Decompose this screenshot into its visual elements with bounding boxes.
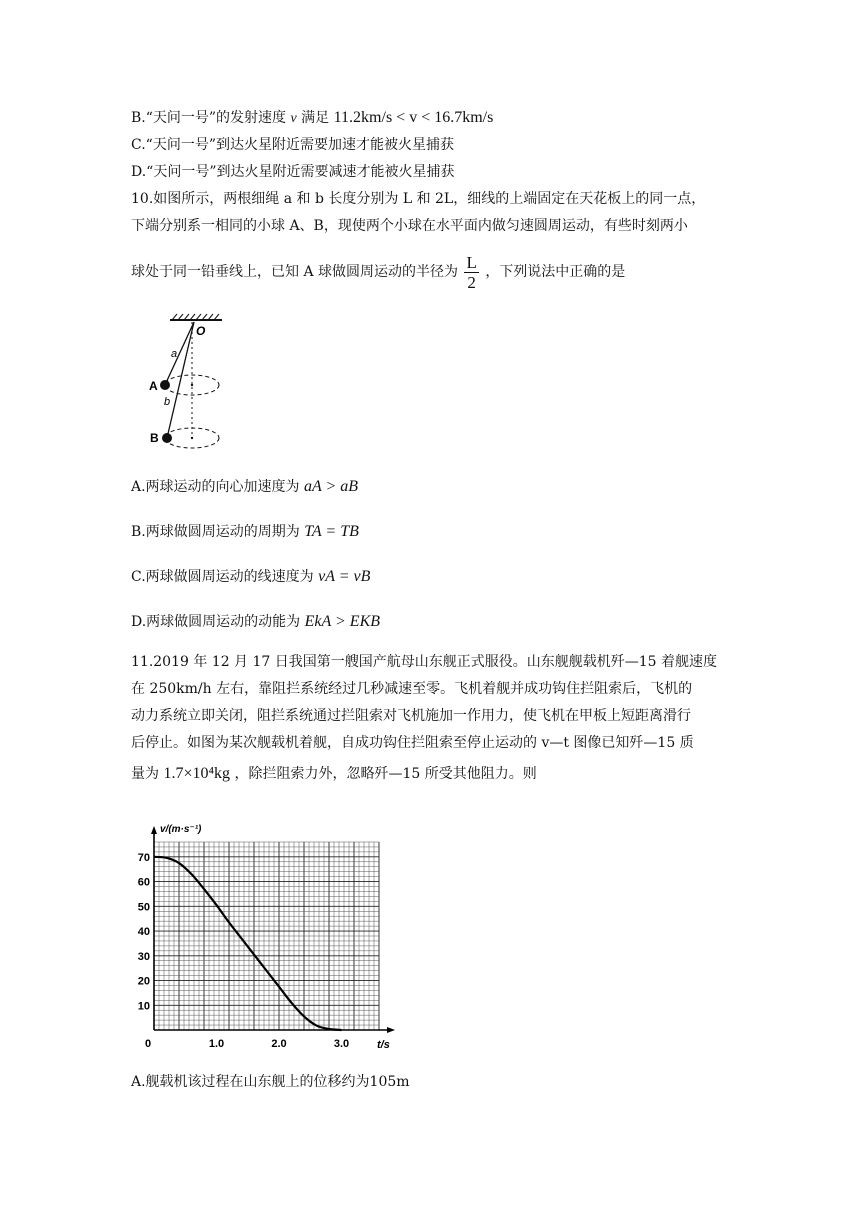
ball-b xyxy=(162,433,172,443)
radius-fraction xyxy=(464,253,478,292)
label-rope-a: a xyxy=(171,348,178,360)
q10-stem-line3-pre: 球处于同一铅垂线上，已知 A 球做圆周运动的半径为 xyxy=(131,264,459,280)
y-tick-label: 50 xyxy=(137,901,150,914)
x-tick-label: 0 xyxy=(144,1038,152,1050)
q11-stem-line5-pre: 量为 xyxy=(131,766,159,782)
q11-stem-line5-post: ，除拦阻索力外，忽略歼—15 所受其他阻力。则 xyxy=(234,766,537,782)
q10-option-c xyxy=(131,567,370,587)
q10-stem-line1: 10.如图所示，两根细绳 a 和 b 长度分别为 L 和 2L，细线的上端固定在天花板上的同一点， xyxy=(131,191,706,207)
q11-stem-line3: 动力系统立即关闭，阻拦系统通过拦阻索对飞机施加一作用力，使飞机在甲板上短距离滑行 xyxy=(131,708,691,724)
q10-option-a-math: aA > aB xyxy=(304,478,359,495)
q10-option-b xyxy=(131,522,359,542)
q11-stem-line1: 11.2019 年 12 月 17 日我国第一艘国产航母山东舰正式服役。山东舰舰载机歼—15 着舰速度 xyxy=(131,654,718,670)
q11-stem-line4: 后停止。如图为某次舰载机着舰，自成功钩住拦阻索至停止运动的 v—t 图像已知歼—15 质 xyxy=(131,735,694,751)
label-ball-b: B xyxy=(150,431,159,445)
q10-option-a xyxy=(131,477,358,497)
q10-stem-line2: 下端分别系一相同的小球 A、B，现使两个小球在水平面内做匀速圆周运动，有些时刻两小 xyxy=(131,218,688,234)
ball-a xyxy=(160,380,170,390)
y-axis-arrow xyxy=(151,826,157,834)
q10-option-d xyxy=(131,612,380,632)
q10-option-d-math: EkA > EKB xyxy=(304,613,381,630)
q10-option-c-text: C.两球做圆周运动的线速度为 xyxy=(131,569,314,585)
rope-b xyxy=(167,322,194,438)
q11-stem-line5 xyxy=(131,764,537,784)
x-tick-label: 1.0 xyxy=(208,1038,225,1050)
q9-option-c: C.“天问一号”到达火星附近需要加速才能被火星捕获 xyxy=(131,137,454,153)
y-tick-label: 10 xyxy=(137,1000,150,1013)
q10-stem-line3 xyxy=(131,250,625,294)
y-axis-label: v/(m·s⁻¹) xyxy=(160,824,202,835)
orbit-b-center xyxy=(191,437,193,439)
y-tick-label: 30 xyxy=(137,950,150,963)
x-tick-label: 3.0 xyxy=(333,1038,350,1050)
orbit-a-center xyxy=(191,384,193,386)
fraction-numerator: L xyxy=(466,252,477,272)
y-tick-label: 40 xyxy=(137,926,150,939)
x-axis-label: t/s xyxy=(377,1039,390,1051)
vt-chart xyxy=(130,812,410,1062)
chart-series xyxy=(154,857,342,1030)
q10-option-b-text: B.两球做圆周运动的周期为 xyxy=(131,524,300,540)
mass-value: 1.7×10⁴kg xyxy=(163,765,231,782)
q9-option-b-prefix: B.“天问一号”的发射速度 xyxy=(131,110,287,126)
rope-a xyxy=(165,322,194,385)
x-tick-label: 2.0 xyxy=(271,1038,287,1050)
q9-option-b-range: 11.2km/s < v < 16.7km/s xyxy=(333,109,494,126)
y-tick-label: 70 xyxy=(137,851,150,864)
label-rope-b: b xyxy=(164,396,171,408)
q10-stem-line3-post: ，下列说法中正确的是 xyxy=(485,264,626,280)
q11-stem-line2: 在 250km/h 左右，靠阻拦系统经过几秒减速至零。飞机着舰并成功钩住拦阻索后，飞机的 xyxy=(131,681,693,697)
q10-option-c-math: vA = vB xyxy=(318,568,371,585)
fraction-denominator: 2 xyxy=(467,272,476,292)
y-tick-label: 60 xyxy=(137,876,150,889)
q9-option-b xyxy=(131,108,493,129)
x-axis-arrow xyxy=(387,1027,395,1033)
q9-option-b-mid: 满足 xyxy=(296,110,330,126)
q9-option-b-v: v xyxy=(290,111,297,126)
q9-option-d: D.“天问一号”到达火星附近需要减速才能被火星捕获 xyxy=(131,164,455,180)
q10-option-b-math: TA = TB xyxy=(304,523,359,540)
pendulum-figure xyxy=(140,312,240,458)
label-ball-a: A xyxy=(149,379,158,393)
q10-option-d-text: D.两球做圆周运动的动能为 xyxy=(131,614,301,630)
q11-option-a: A.舰载机该过程在山东舰上的位移约为105m xyxy=(131,1074,410,1090)
q10-option-a-text: A.两球运动的向心加速度为 xyxy=(131,479,300,495)
velocity-curve xyxy=(154,857,342,1030)
label-o: O xyxy=(196,324,206,338)
y-tick-label: 20 xyxy=(137,975,150,988)
